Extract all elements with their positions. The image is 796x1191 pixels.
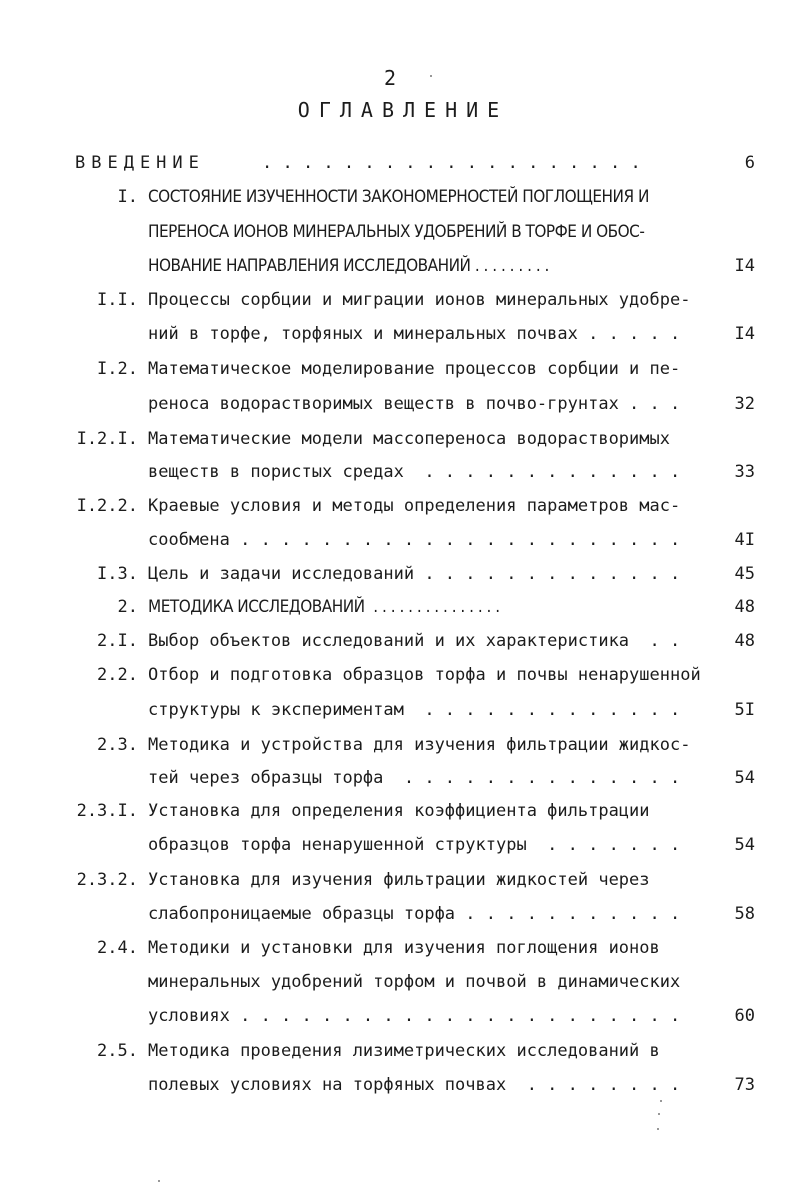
- entry-text-line: СОСТОЯНИЕ ИЗУЧЕННОСТИ ЗАКОНОМЕРНОСТЕЙ ПОГЛОЩЕНИЯ И: [148, 187, 649, 207]
- entry-number: I.I.: [97, 290, 138, 310]
- entry-page: 45: [734, 564, 755, 584]
- entry-text-line: Установка для изучения фильтрации жидкостей через: [148, 870, 650, 890]
- entry-number: 2.2.: [97, 665, 138, 685]
- entry-text-line: минеральных удобрений торфом и почвой в динамических: [148, 972, 681, 992]
- entry-text-line: Краевые условия и методы определения параметров мас-: [148, 496, 681, 516]
- entry-page: 32: [734, 394, 755, 414]
- entry-text-line: структуры к экспериментам . . . . . . . . . . . . .: [148, 700, 681, 720]
- entry-page: 54: [734, 835, 755, 855]
- entry-page: 54: [734, 768, 755, 788]
- entry-number: I.3.: [97, 564, 138, 584]
- entry-text-line: ний в торфе, торфяных и минеральных почвах . . . . .: [148, 324, 681, 344]
- entry-page: I4: [734, 256, 755, 276]
- entry-number: 2.3.2.: [76, 870, 138, 890]
- entry-page: 48: [734, 631, 755, 651]
- intro-label: ВВЕДЕНИЕ: [75, 153, 205, 173]
- entry-text-line: полевых условиях на торфяных почвах . . . . . . . .: [148, 1075, 681, 1095]
- entry-number: I.: [117, 187, 138, 207]
- entry-page: 58: [734, 904, 755, 924]
- entry-text-line: МЕТОДИКА ИССЛЕДОВАНИЙ . . . . . . . . . . . . . . .: [148, 597, 500, 617]
- entry-text-line: ПЕРЕНОСА ИОНОВ МИНЕРАЛЬНЫХ УДОБРЕНИЙ В ТОРФЕ И ОБОС-: [148, 222, 645, 242]
- entry-number: I.2.: [97, 359, 138, 379]
- entry-text-line: Математические модели массопереноса водорастворимых: [148, 429, 670, 449]
- entry-page: 60: [734, 1006, 755, 1026]
- entry-text-line: Выбор объектов исследований и их характеристика . .: [148, 631, 681, 651]
- entry-text-line: Процессы сорбции и миграции ионов минеральных удобре-: [148, 290, 691, 310]
- intro-dots: . . . . . . . . . . . . . . . . . . .: [262, 153, 641, 173]
- entry-text-line: условиях . . . . . . . . . . . . . . . . . . . . . .: [148, 1006, 681, 1026]
- scan-speck: [658, 1113, 660, 1115]
- entry-page: 48: [734, 597, 755, 617]
- toc-title: ОГЛАВЛЕНИЕ: [297, 98, 509, 122]
- scan-speck: [430, 75, 432, 77]
- intro-page: 6: [744, 153, 755, 173]
- entry-number: 2.I.: [97, 631, 138, 651]
- entry-number: I.2.I.: [76, 429, 138, 449]
- scan-speck: [158, 1180, 160, 1182]
- entry-text-line: тей через образцы торфа . . . . . . . . . . . . . .: [148, 768, 681, 788]
- entry-text-line: слабопроницаемые образцы торфа . . . . . . . . . . .: [148, 904, 681, 924]
- scan-speck: [657, 1128, 659, 1130]
- entry-number: 2.3.I.: [76, 801, 138, 821]
- entry-text-line: сообмена . . . . . . . . . . . . . . . . . . . . . .: [148, 530, 681, 550]
- page-number: 2: [383, 66, 397, 90]
- entry-page: 73: [734, 1075, 755, 1095]
- entry-page: 33: [734, 462, 755, 482]
- entry-text-line: Методика проведения лизиметрических исследований в: [148, 1041, 660, 1061]
- entry-text-line: веществ в пористых средах . . . . . . . . . . . . .: [148, 462, 681, 482]
- entry-number: 2.4.: [97, 938, 138, 958]
- entry-number: 2.3.: [97, 735, 138, 755]
- entry-text-line: Установка для определения коэффициента фильтрации: [148, 801, 650, 821]
- entry-number: 2.5.: [97, 1041, 138, 1061]
- entry-number: I.2.2.: [76, 496, 138, 516]
- entry-text-line: НОВАНИЕ НАПРАВЛЕНИЯ ИССЛЕДОВАНИЙ . . . . . . . . .: [148, 256, 549, 276]
- entry-text-line: Методика и устройства для изучения фильтрации жидкос-: [148, 735, 691, 755]
- scan-speck: [660, 1100, 662, 1102]
- entry-page: 4I: [734, 530, 755, 550]
- entry-text-line: реноса водорастворимых веществ в почво-грунтах . . .: [148, 394, 681, 414]
- entry-text-line: Математическое моделирование процессов сорбции и пе-: [148, 359, 681, 379]
- entry-page: I4: [734, 324, 755, 344]
- entry-number: 2.: [117, 597, 138, 617]
- entry-text-line: Методики и установки для изучения поглощения ионов: [148, 938, 660, 958]
- entry-text-line: Отбор и подготовка образцов торфа и почвы ненарушенной: [148, 665, 701, 685]
- entry-page: 5I: [734, 700, 755, 720]
- entry-text-line: образцов торфа ненарушенной структуры . . . . . . .: [148, 835, 681, 855]
- entry-text-line: Цель и задачи исследований . . . . . . . . . . . . .: [148, 564, 681, 584]
